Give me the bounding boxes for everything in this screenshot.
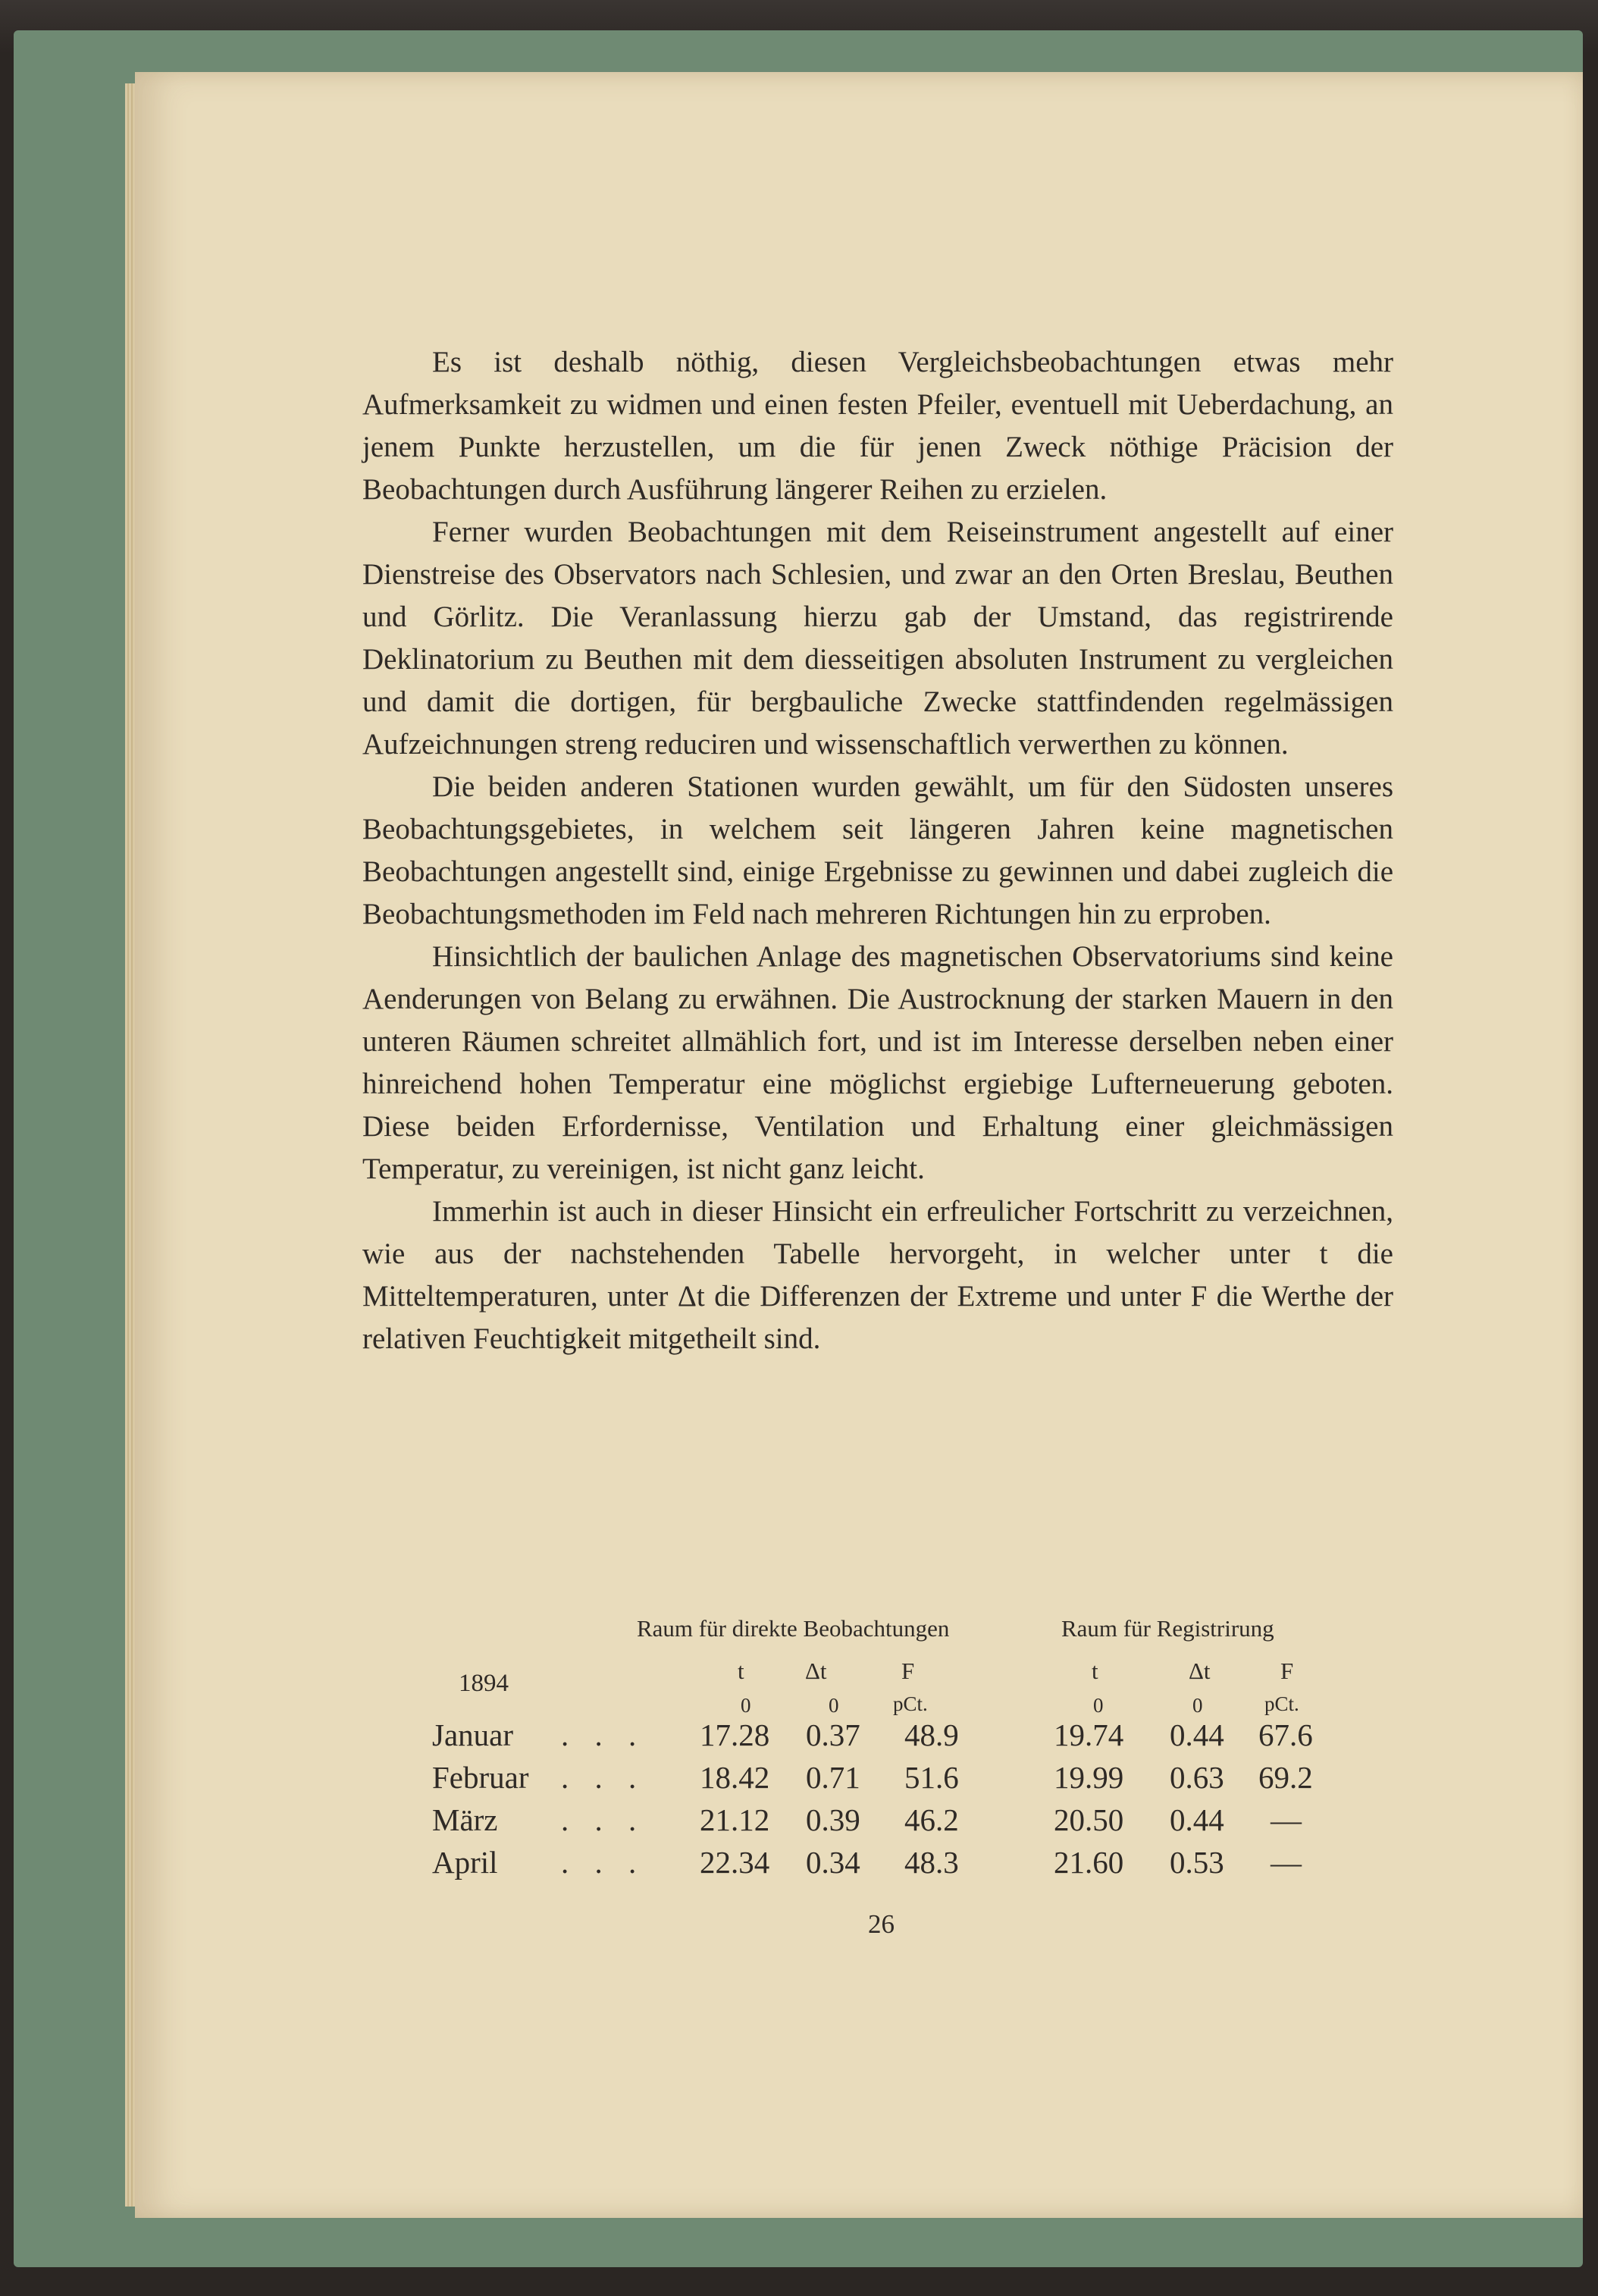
table-cell-f-reg: 69.2 xyxy=(1258,1760,1313,1795)
table-cell-f-reg: — xyxy=(1271,1845,1302,1880)
table-cell-dt-direct: 0.39 xyxy=(806,1802,860,1837)
table-col-f-reg: F xyxy=(1280,1658,1294,1684)
table-row-dots: . . . xyxy=(561,1717,646,1752)
table-cell-dt-reg: 0.44 xyxy=(1170,1717,1224,1752)
table-cell-dt-reg: 0.53 xyxy=(1170,1845,1224,1880)
paragraph: Ferner wurden Beobachtungen mit dem Reiseinstrument angestellt auf einer Dienstreise des Observators nach Schlesien, und zwar an den Orten Breslau, Beuthen und Görlitz. Die Veranlassung hierzu gab der Umstand, das registrirende Deklinatorium zu Beuthen mit dem diesseitigen absoluten Instrument zu vergleichen und damit die dortigen, für bergbauliche Zwecke stattfindenden regelmässigen Aufzeichnungen streng reduciren und wissenschaftlich verwerthen zu können. xyxy=(362,516,1393,761)
paragraph: Es ist deshalb nöthig, diesen Vergleichsbeobachtungen etwas mehr Aufmerksamkeit zu widmen und einen festen Pfeiler, eventuell mit Ueberdachung, an jenem Punkte herzustellen, um die für jenen Zweck nöthige Präcision der Beobachtungen durch Ausführung längerer Reihen zu erzielen. xyxy=(362,346,1393,506)
table-cell-f-direct: 48.3 xyxy=(904,1845,959,1880)
unit-f-reg: pCt. xyxy=(1264,1692,1299,1715)
table-cell-t-reg: 20.50 xyxy=(1054,1802,1124,1837)
table-row-month: April xyxy=(432,1845,498,1880)
unit-f-direct: pCt. xyxy=(893,1692,928,1715)
table-row-month: Februar xyxy=(432,1760,529,1795)
table-cell-t-reg: 19.99 xyxy=(1054,1760,1124,1795)
table-row-dots: . . . xyxy=(561,1760,646,1795)
table-col-t-reg: t xyxy=(1092,1658,1098,1684)
table-cell-f-direct: 46.2 xyxy=(904,1802,959,1837)
table-row-dots: . . . xyxy=(561,1845,646,1880)
table-col-dt-direct: Δt xyxy=(805,1658,827,1684)
table-cell-f-reg: 67.6 xyxy=(1258,1717,1313,1752)
table-cell-f-direct: 48.9 xyxy=(904,1717,959,1752)
page-number: 26 xyxy=(868,1909,895,1939)
table-col-t-direct: t xyxy=(738,1658,744,1684)
table-row-dots: . . . xyxy=(561,1802,646,1837)
table-cell-t-direct: 17.28 xyxy=(700,1717,770,1752)
table-cell-dt-direct: 0.71 xyxy=(806,1760,860,1795)
table-cell-t-direct: 22.34 xyxy=(700,1845,770,1880)
table-cell-dt-reg: 0.44 xyxy=(1170,1802,1224,1837)
unit-dt-reg: 0 xyxy=(1192,1694,1203,1717)
paragraph: Hinsichtlich der baulichen Anlage des magnetischen Observatoriums sind keine Aenderungen von Belang zu erwähnen. Die Austrocknung der starken Mauern in den unteren Räumen schreitet allmählich fort, und ist im Interesse derselben neben einer hinreichend hohen Temperatur eine möglichst ergiebige Lufterneuerung geboten. Diese beiden Erfordernisse, Ventilation und Erhaltung einer gleichmässigen Temperatur, zu vereinigen, ist nicht ganz leicht. xyxy=(362,940,1393,1185)
table-cell-dt-direct: 0.37 xyxy=(806,1717,860,1752)
table-cell-dt-direct: 0.34 xyxy=(806,1845,860,1880)
table-cell-t-reg: 19.74 xyxy=(1054,1717,1124,1752)
table-cell-t-direct: 18.42 xyxy=(700,1760,770,1795)
table-cell-t-reg: 21.60 xyxy=(1054,1845,1124,1880)
table-col-dt-reg: Δt xyxy=(1189,1658,1211,1684)
table-cell-f-reg: — xyxy=(1271,1802,1302,1837)
table-group-header-direct: Raum für direkte Beobachtungen xyxy=(637,1615,950,1642)
unit-dt-direct: 0 xyxy=(829,1694,839,1717)
table-col-f-direct: F xyxy=(901,1658,915,1684)
table-group-header-registration: Raum für Registrirung xyxy=(1061,1615,1274,1642)
table-row-month: Januar xyxy=(432,1717,514,1752)
unit-t-direct: 0 xyxy=(741,1694,751,1717)
table-cell-t-direct: 21.12 xyxy=(700,1802,770,1837)
unit-t-reg: 0 xyxy=(1093,1694,1104,1717)
paragraph: Immerhin ist auch in dieser Hinsicht ein erfreulicher Fortschritt zu verzeichnen, wie aus der nachstehenden Tabelle hervorgeht, in welcher unter t die Mitteltemperaturen, unter Δt die Differenzen der Extreme und unter F die Werthe der relativen Feuchtigkeit mitgetheilt sind. xyxy=(362,1195,1393,1355)
table-cell-f-direct: 51.6 xyxy=(904,1760,959,1795)
table-year: 1894 xyxy=(459,1670,509,1697)
paragraph: Die beiden anderen Stationen wurden gewählt, um für den Südosten unseres Beobachtungsgebietes, in welchem seit längeren Jahren keine magnetischen Beobachtungen angestellt sind, einige Ergebnisse zu gewinnen und dabei zugleich die Beobachtungsmethoden im Feld nach mehreren Richtungen hin zu erproben. xyxy=(362,770,1393,930)
table-cell-dt-reg: 0.63 xyxy=(1170,1760,1224,1795)
table-row-month: März xyxy=(432,1802,498,1837)
body-text xyxy=(362,341,1393,1360)
